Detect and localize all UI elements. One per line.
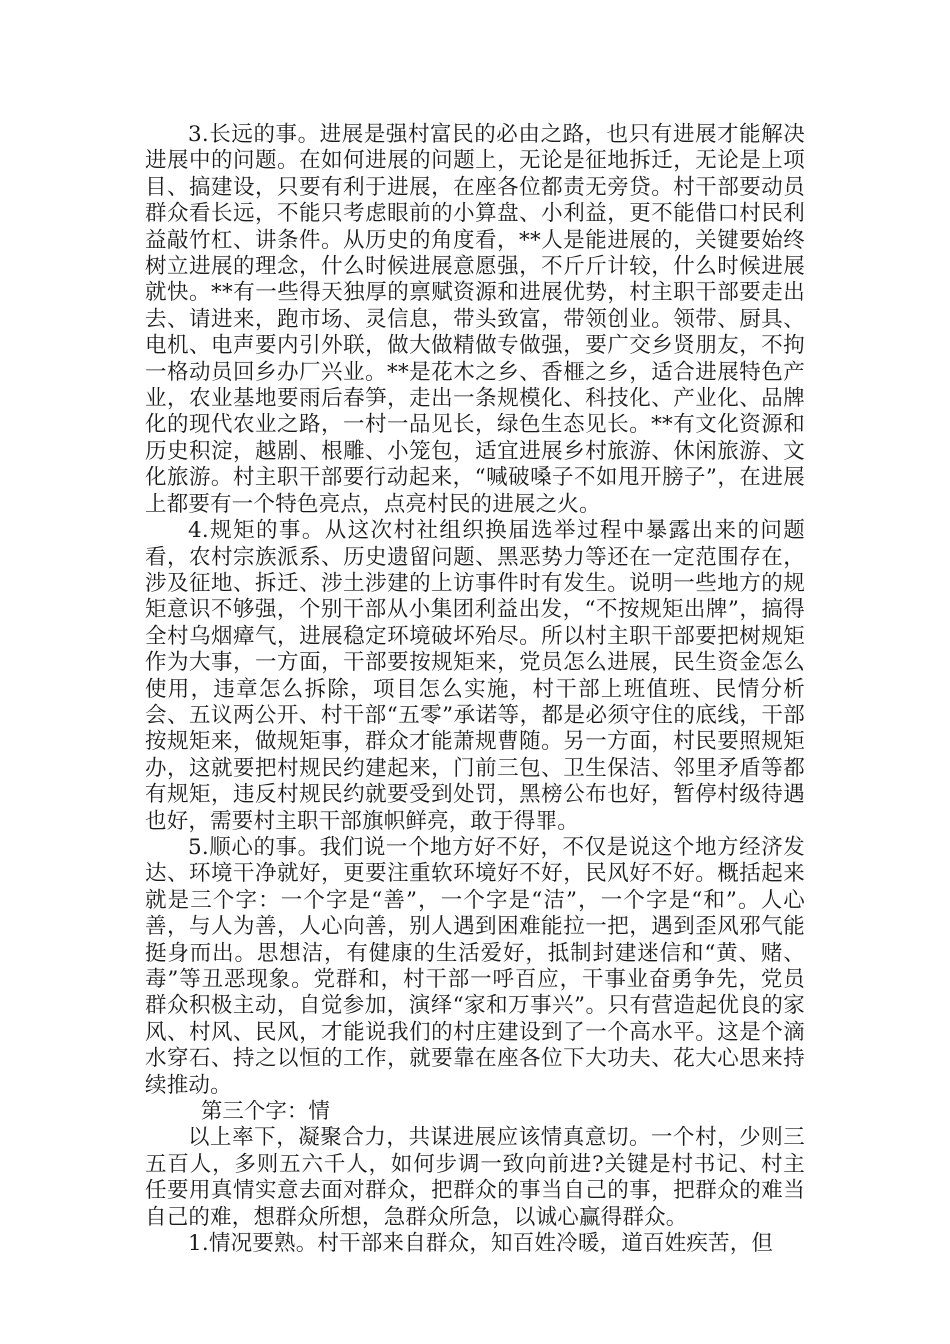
section-heading: 第三个字：情	[200, 1099, 330, 1125]
paragraph-harmony: 5.顺心的事。我们说一个地方好不好，不仅是说这个地方经济发达、环境干净就好，更要注重软环境好不好，民风好不好。概括起来就是三个字：一个字是“善”，一个字是“洁”，一个字是“和”。人心善，与人为善，人心向善，别人遇到困难能拉一把，遇到歪风邪气能挺身而出。思想洁，有健康的生活爱好，抵制封建迷信和“黄、赌、毒”等丑恶现象。党群和，村干部一呼百应，干事业奋勇争先，党员群众积极主动，自觉参加，演绎“家和万事兴”。只有营造起优良的家风、村风、民风，才能说我们的村庄建设到了一个高水平。这是个滴水穿石、持之以恒的工作，就要靠在座各位下大功夫、花大心思来持续推动。	[145, 834, 805, 1098]
document-page	[145, 122, 805, 1257]
paragraph-long-term: 3.长远的事。进展是强村富民的必由之路，也只有进展才能解决进展中的问题。在如何进展的问题上，无论是征地拆迁，无论是上项目、搞建设，只要有利于进展，在座各位都责无旁贷。村干部要动员群众看长远，不能只考虑眼前的小算盘、小利益，更不能借口村民利益敲竹杠、讲条件。从历史的角度看，**人是能进展的，关键要始终树立进展的理念，什么时候进展意愿强，不斤斤计较，什么时候进展就快。**有一些得天独厚的禀赋资源和进展优势，村主职干部要走出去、请进来，跑市场、灵信息，带头致富，带领创业。领带、厨具、电机、电声要内引外联，做大做精做专做强，要广交乡贤朋友，不拘一格动员回乡办厂兴业。**是花木之乡、香榧之乡，适合进展特色产业，农业基地要雨后春笋，走出一条规模化、科技化、产业化、品牌化的现代农业之路，一村一品见长，绿色生态见长。**有文化资源和历史积淀，越剧、根雕、小笼包，适宜进展乡村旅游、休闲旅游、文化旅游。村主职干部要行动起来，“喊破嗓子不如甩开膀子”，在进展上都要有一个特色亮点，点亮村民的进展之火。	[145, 122, 805, 517]
paragraph-rules: 4.规矩的事。从这次村社组织换届选举过程中暴露出来的问题看，农村宗族派系、历史遗留问题、黑恶势力等还在一定范围存在，涉及征地、拆迁、涉土涉建的上访事件时有发生。说明一些地方的规矩意识不够强，个别干部从小集团利益出发，“不按规矩出牌”，搞得全村乌烟瘴气，进展稳定环境破坏殆尽。所以村主职干部要把树规矩作为大事，一方面，干部要按规矩来，党员怎么进展，民生资金怎么使用，违章怎么拆除，项目怎么实施，村干部上班值班、民情分析会、五议两公开、村干部“五零”承诺等，都是必须守住的底线，干部按规矩来，做规矩事，群众才能萧规曹随。另一方面，村民要照规矩办，这就要把村规民约建起来，门前三包、卫生保洁、邻里矛盾等都有规矩，违反村规民约就要受到处罚，黑榜公布也好，暂停村级待遇也好，需要村主职干部旗帜鲜亮，敢于得罪。	[145, 518, 805, 834]
paragraph-know-situation: 1.情况要熟。村干部来自群众，知百姓冷暖，道百姓疾苦，但	[188, 1231, 774, 1257]
paragraph-lead-by-example: 以上率下，凝聚合力，共谋进展应该情真意切。一个村，少则三五百人，多则五六千人，如何步调一致向前进?关键是村书记、村主任要用真情实意去面对群众，把群众的事当自己的事，把群众的难当自己的难，想群众所想，急群众所急，以诚心赢得群众。	[145, 1125, 805, 1230]
